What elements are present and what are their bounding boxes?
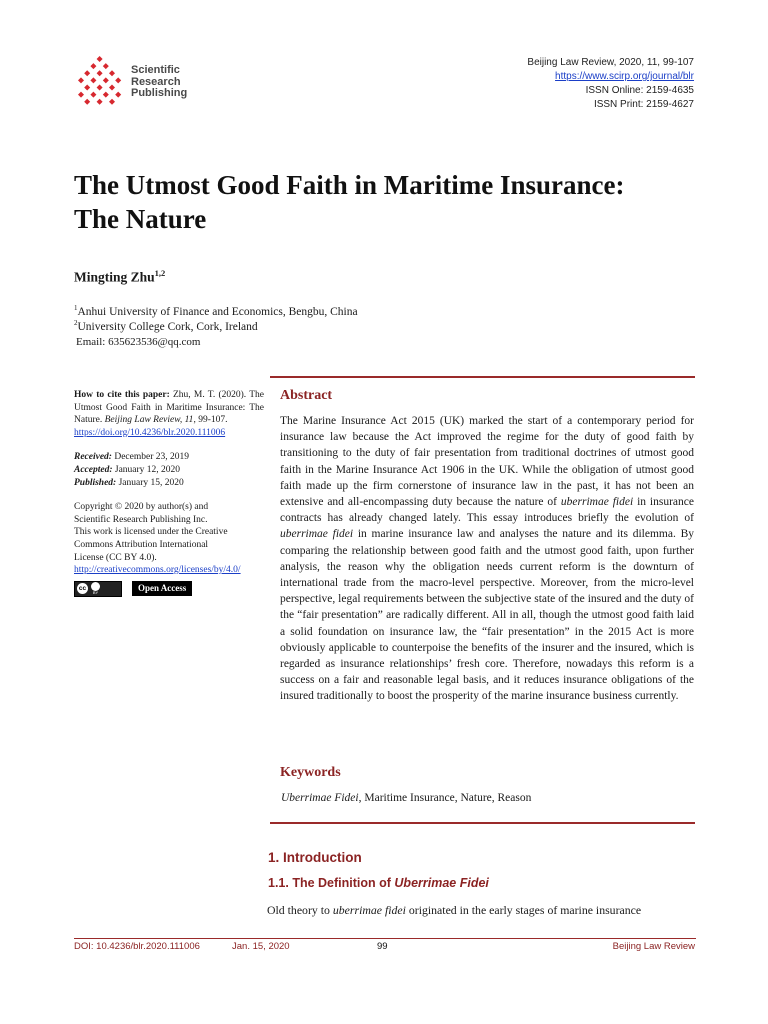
keywords-list	[281, 792, 531, 804]
logo-diamond	[115, 92, 121, 98]
intro-em: uberrimae fidei	[332, 903, 406, 917]
logo-diamond	[84, 70, 90, 76]
logo-diamond	[84, 85, 90, 91]
logo-diamond	[103, 63, 109, 69]
published-date: January 15, 2020	[116, 477, 184, 488]
license-badges	[74, 581, 264, 597]
article-sidebar	[74, 389, 264, 597]
abstract-top-rule	[270, 376, 695, 378]
logo-diamond	[97, 85, 103, 91]
author	[74, 268, 165, 286]
logo-diamond	[109, 99, 115, 105]
abstract-em-1: uberrimae fidei	[560, 496, 634, 509]
author-name: Mingting Zhu	[74, 269, 155, 285]
published-label: Published:	[74, 477, 117, 488]
copyright-line: Copyright © 2020 by author(s) and	[74, 502, 209, 513]
abstract-text-1: The Marine Insurance Act 2015 (UK) marked the start of a contemporary period for insurance law because the Act improved the regime for the duty of good faith by transitioning to the duty of fair presentation from traditional doctrines of utmost good faith in the Marine Insurance Act 1906 in the UK. While the obligation of utmost good faith made up the firm cornerstone of insurance law in the past, it has not been an extensive and all-encompassing duty because the nature of	[280, 415, 694, 509]
logo-diamond	[90, 77, 96, 83]
abstract-bottom-rule	[270, 822, 695, 824]
introduction-body	[267, 903, 697, 918]
footer-journal: Beijing Law Review	[612, 941, 695, 952]
logo-diamond	[103, 77, 109, 83]
footer-rule	[74, 938, 696, 939]
subsection-definition-heading	[268, 876, 489, 890]
abstract-heading: Abstract	[280, 388, 333, 403]
logo-diamond	[115, 77, 121, 83]
subsection-heading-text: 1.1. The Definition of	[268, 876, 395, 890]
intro-text-2: originated in the early stages of marine insurance	[405, 903, 642, 917]
page-number: 99	[377, 941, 388, 952]
logo-diamond	[97, 70, 103, 76]
cite-pages: , 99-107.	[193, 415, 228, 426]
logo-diamond	[78, 77, 84, 83]
cite-journal: Beijing Law Review, 11	[104, 415, 194, 426]
affiliation-1-sup: 1	[74, 304, 78, 312]
affiliation-2	[74, 316, 258, 335]
keyword-italic: Uberrimae Fidei	[281, 792, 359, 804]
issn-online: ISSN Online: 2159-4635	[585, 85, 694, 96]
cc-icon: cc	[78, 585, 87, 593]
abstract-body	[280, 413, 694, 705]
logo-diamond	[90, 63, 96, 69]
footer-date: Jan. 15, 2020	[232, 941, 290, 952]
abstract-text-2: in insurance contracts has already changed lately. This essay introduces briefly the evolution of	[280, 496, 694, 525]
journal-info	[527, 56, 694, 112]
copyright-line: License (CC BY 4.0).	[74, 552, 157, 563]
logo-line-1: Scientific	[131, 64, 180, 76]
logo-diamond	[109, 85, 115, 91]
abstract-text-3: in marine insurance law and analyses the nature and its dilemma. By comparing the relationship between good faith and the utmost good faith, upon further analysis, the reason why the obligation needs current reform is the downturn of international trade from the macro-level perspective. Moreover, from the micro-level perspective, legal requirements between the subjective state of the insured and the duty of the “fair presentation” are radically different. All in all, though the utmost good faith laid a solid foundation on insurance law, the “fair presentation” in the 2015 Act is more obviously applicable to counterpoise the benefits of the insurer and the insured, which is regarded as insurance relationships’ fresh core. Therefore, nowadays this reform is a success on a fair and reasonable legal basis, and it reduces insurance obligations of the insured traditionally to boost the prosperity of the marine insurance business currently.	[280, 528, 694, 703]
logo-line-2: Research	[131, 75, 181, 88]
copyright-line: This work is licensed under the Creative	[74, 527, 228, 538]
affiliation-2-text: University College Cork, Cork, Ireland	[77, 320, 258, 333]
title-line-2: The Nature	[74, 204, 207, 234]
logo-diamond	[97, 99, 103, 105]
keywords-rest: , Maritime Insurance, Nature, Reason	[358, 792, 532, 804]
abstract-em-2: uberrimae fidei	[280, 528, 354, 541]
copyright-line: Commons Attribution International	[74, 539, 209, 550]
affiliation-1-text: Anhui University of Finance and Economics, Bengbu, China	[77, 305, 358, 318]
subsection-heading-italic: Uberrimae Fidei	[394, 876, 489, 890]
keywords-heading: Keywords	[280, 765, 341, 780]
cite-label: How to cite this paper:	[74, 390, 170, 400]
by-label: BY	[92, 590, 99, 596]
logo-diamond	[84, 99, 90, 105]
cc-by-badge[interactable]	[74, 581, 122, 597]
logo-diamond	[90, 92, 96, 98]
logo-diamond	[109, 70, 115, 76]
logo-line-3: Publishing	[131, 87, 188, 99]
journal-url-link[interactable]: https://www.scirp.org/journal/blr	[555, 71, 694, 82]
received-label: Received:	[74, 452, 112, 463]
affiliation-2-sup: 2	[74, 319, 78, 327]
logo-diamond	[103, 92, 109, 98]
license-link[interactable]: http://creativecommons.org/licenses/by/4.0/	[74, 565, 241, 576]
citation-block	[74, 389, 264, 439]
article-title	[74, 168, 714, 236]
title-line-1: The Utmost Good Faith in Maritime Insurance:	[74, 170, 625, 200]
journal-citation: Beijing Law Review, 2020, 11, 99-107	[527, 57, 694, 68]
doi-link[interactable]: https://doi.org/10.4236/blr.2020.111006	[74, 427, 226, 438]
publisher-diamond-mark	[77, 55, 133, 113]
dates-block	[74, 451, 264, 489]
accepted-label: Accepted:	[74, 464, 113, 475]
publisher-logo	[77, 55, 207, 113]
footer-doi: DOI: 10.4236/blr.2020.111006	[74, 941, 200, 952]
issn-print: ISSN Print: 2159-4627	[593, 99, 694, 110]
received-date: December 23, 2019	[111, 452, 190, 463]
section-introduction-heading: 1. Introduction	[268, 850, 362, 865]
by-icon	[91, 582, 100, 595]
cite-text: Zhu, M. T. (2020). The Utmost Good Faith in Maritime Insurance: The Nature.	[74, 390, 264, 426]
logo-diamond	[97, 56, 103, 62]
copyright-block	[74, 501, 264, 577]
copyright-line: Scientific Research Publishing Inc.	[74, 514, 208, 525]
intro-text-1: Old theory to	[267, 903, 333, 917]
open-access-badge[interactable]: Open Access	[132, 581, 192, 596]
logo-diamond	[78, 92, 84, 98]
author-affiliation-sup: 1,2	[154, 268, 166, 278]
author-email: Email: 635623536@qq.com	[76, 336, 201, 348]
accepted-date: January 12, 2020	[112, 464, 181, 475]
